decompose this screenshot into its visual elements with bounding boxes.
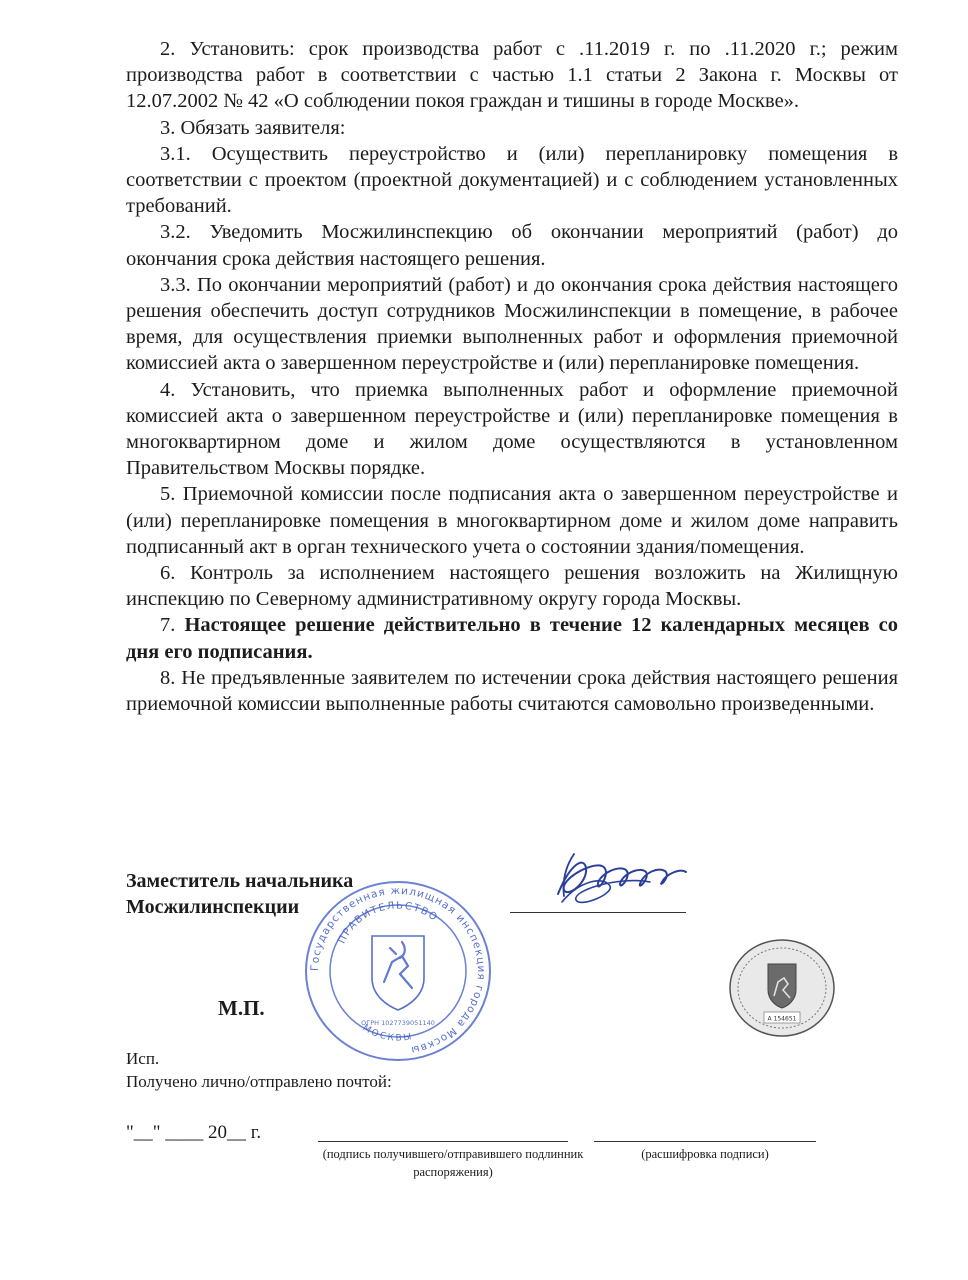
handwritten-signature <box>540 846 700 916</box>
stamp-bottom-text: МОСКВЫ <box>360 1023 415 1044</box>
paragraph-3-2: 3.2. Уведомить Мосжилинспекцию об окончании мероприятий (работ) до окончания срока действия настоящего решения. <box>126 221 898 270</box>
document-body <box>126 36 898 717</box>
signature-decode-caption: (расшифровка подписи) <box>641 1147 769 1161</box>
signature-line <box>510 912 686 913</box>
paragraph-3-1: 3.1. Осуществить переустройство и (или) перепланировку помещения в соответствии с проектом (проектной документацией) и с соблюдением установленных требований. <box>126 142 898 218</box>
paragraph-8: 8. Не предъявленные заявителем по истечении срока действия настоящего решения приемочной комиссии выполненные работы считаются самовольно произведенными. <box>126 666 898 716</box>
official-stamp <box>302 878 494 1064</box>
paragraph-4: 4. Установить, что приемка выполненных работ и оформление приемочной комиссией акта о завершенном переустройстве и (или) перепланировке помещения в многоквартирном доме и жилом доме осуществляются в установленном Правительством Москвы порядке. <box>126 378 898 480</box>
paragraph-3: 3. Обязать заявителя: <box>160 116 346 139</box>
seal-serial: А 154651 <box>767 1015 797 1023</box>
paragraph-7 <box>126 612 898 664</box>
paragraph-7-number: 7. <box>160 614 185 637</box>
paragraph-5: 5. Приемочной комиссии после подписания акта о завершенном переустройстве и (или) перепланировке помещения в многоквартирном доме и жилом доме направить подписанный акт в орган технического учета о состоянии здания/помещения. <box>126 483 898 558</box>
paragraph-2: 2. Установить: срок производства работ с .11.2019 г. по .11.2020 г.; режим производства работ в соответствии с частью 1.1 статьи 2 Закона г. Москвы от 12.07.2002 № 42 «О соблюдении покоя граждан и тишины в городе Москве». <box>126 38 898 113</box>
paragraph-3-3: 3.3. По окончании мероприятий (работ) и до окончания срока действия настоящего решения обеспечить доступ сотрудников Мосжилинспекции в помещение, в рабочее время, для осуществления приемки выполненных работ и оформления приемочной комиссией акта о завершенном переустройстве и (или) перепланировке помещения. <box>126 273 898 375</box>
stamp-top-text: ПРАВИТЕЛЬСТВО <box>336 900 440 946</box>
stamp-outer-text: Государственная жилищная инспекция города Москвы <box>308 884 488 1057</box>
paragraph-6: 6. Контроль за исполнением настоящего решения возложить на Жилищную инспекцию по Северному административному округу города Москвы. <box>126 562 898 611</box>
date-field: "__" ____ 20__ г. <box>126 1122 262 1143</box>
paragraph-7-bold: Настоящее решение действительно в течение 12 календарных месяцев со дня его подписания. <box>126 614 898 663</box>
signatory-title-line2: Мосжилинспекции <box>126 896 300 918</box>
hologram-seal <box>728 938 836 1038</box>
recipient-signature-caption: (подпись получившего/отправившего подлинник распоряжения) <box>322 1147 584 1179</box>
received-label: Получено лично/отправлено почтой: <box>126 1072 392 1091</box>
stamp-place-label: М.П. <box>218 996 265 1020</box>
executor-label: Исп. <box>126 1049 160 1068</box>
stamp-ogrn: ОГРН 1027739051140 <box>361 1019 435 1027</box>
signature-decode-line <box>594 1141 816 1142</box>
signatory-title-line1: Заместитель начальника <box>126 870 354 892</box>
recipient-signature-line <box>318 1141 568 1142</box>
